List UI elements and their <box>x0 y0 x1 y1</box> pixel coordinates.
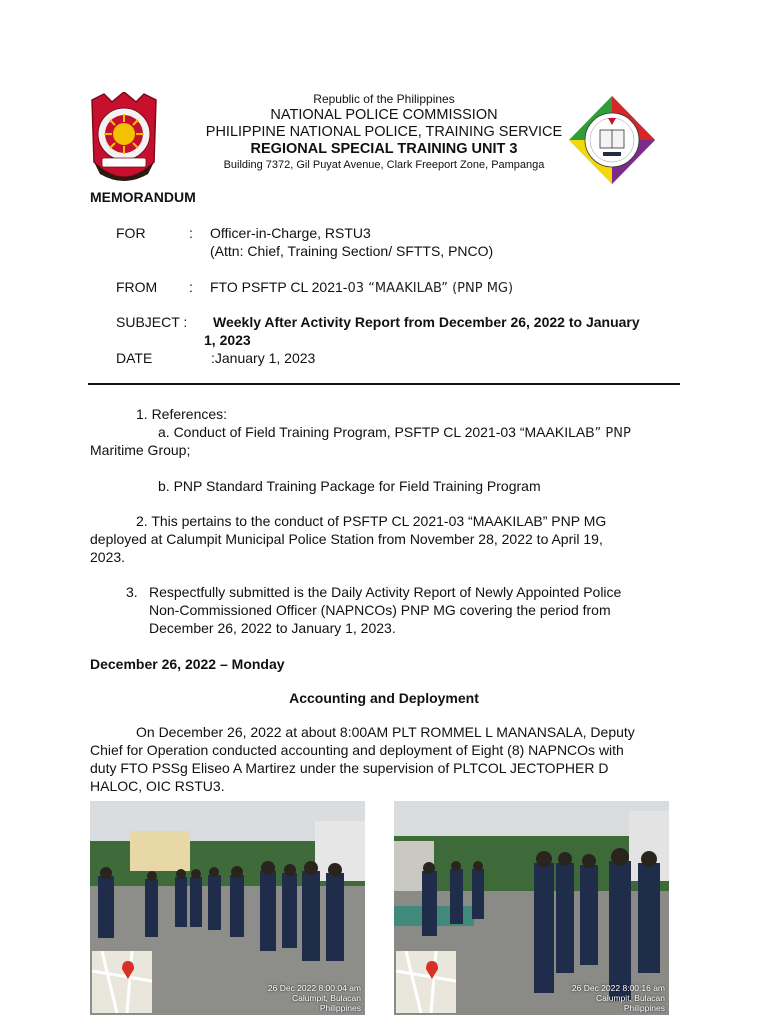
memorandum-title: MEMORANDUM <box>90 189 196 205</box>
day-heading: December 26, 2022 – Monday <box>90 656 285 672</box>
for-colon: : <box>189 225 193 241</box>
reference-a-line2: Maritime Group; <box>90 442 191 458</box>
section-heading: Accounting and Deployment <box>289 690 479 706</box>
para3-line1: Respectfully submitted is the Daily Activity Report of Newly Appointed Police <box>149 584 622 600</box>
subject-line-2: 1, 2023 <box>204 332 251 348</box>
from-value-part2: 03 “MAAKILAB” (PNP MG) <box>347 281 514 296</box>
service-line: PHILIPPINE NATIONAL POLICE, TRAINING SERVICE <box>205 124 563 140</box>
subject-line-1: Weekly After Activity Report from December 26, 2022 to January <box>213 314 640 330</box>
rstu3-emblem-logo <box>567 94 657 186</box>
reference-b: b. PNP Standard Training Package for Field Training Program <box>158 478 541 494</box>
from-colon: : <box>189 279 193 295</box>
references-heading: 1. References: <box>136 406 228 422</box>
photo-1-country: Philippines <box>319 1003 361 1013</box>
photo-2-stamp <box>572 983 665 1013</box>
photo-1-place: Calumpit, Bulacan <box>292 993 361 1003</box>
location-map-thumbnail <box>92 951 152 1013</box>
photo-1-time: 26 Dec 2022 8:00:04 am <box>267 983 361 993</box>
date-value: :January 1, 2023 <box>211 350 316 366</box>
para4-line4: HALOC, OIC RSTU3. <box>90 778 225 794</box>
para2-line1 <box>136 512 606 531</box>
para3-number: 3. <box>126 584 138 600</box>
ref-a-text-1: a. Conduct of Field Training Program, PSFTP CL 2021-03 “ <box>158 424 525 440</box>
letterhead <box>170 92 598 172</box>
for-attn: (Attn: Chief, Training Section/ SFTTS, PNCO) <box>210 243 494 259</box>
unit-line: REGIONAL SPECIAL TRAINING UNIT 3 <box>250 141 518 157</box>
para2-line2: deployed at Calumpit Municipal Police Station from November 28, 2022 to April 19, <box>90 531 603 547</box>
photo-2-time: 26 Dec 2022 8:00:16 am <box>571 983 665 993</box>
date-label: DATE <box>116 350 153 366</box>
para3-line2: Non-Commissioned Officer (NAPNCOs) PNP MG covering the period from <box>149 602 611 618</box>
for-value: Officer-in-Charge, RSTU3 <box>210 225 371 241</box>
para4-line2: Chief for Operation conducted accounting and deployment of Eight (8) NAPNCOs with <box>90 742 624 758</box>
reference-a-line1 <box>158 423 631 444</box>
from-label: FROM <box>116 279 158 295</box>
photo-2-place: Calumpit, Bulacan <box>596 993 665 1003</box>
republic-line: Republic of the Philippines <box>313 92 455 106</box>
pnp-seal-logo <box>88 92 160 188</box>
para2-text-2: MAAKILAB <box>472 513 543 529</box>
ref-a-text-3: ” PNP <box>594 426 631 441</box>
from-value <box>210 278 513 298</box>
para4-line1: On December 26, 2022 at about 8:00AM PLT ROMMEL L MANANSALA, Deputy <box>136 724 635 740</box>
para2-text-3: ” PNP MG <box>542 513 607 529</box>
para4-line3: duty FTO PSSg Eliseo A Martirez under the supervision of PLTCOL JECTOPHER D <box>90 760 609 776</box>
para3-line3: December 26, 2022 to January 1, 2023. <box>149 620 396 636</box>
deployment-photo-1 <box>90 801 365 1015</box>
location-map-thumbnail <box>396 951 456 1013</box>
para2-text-1: 2. This pertains to the conduct of PSFTP CL 2021-03 “ <box>136 513 473 529</box>
deployment-photo-2 <box>394 801 669 1015</box>
commission-line: NATIONAL POLICE COMMISSION <box>270 107 498 123</box>
address-line: Building 7372, Gil Puyat Avenue, Clark Freeport Zone, Pampanga <box>223 159 545 171</box>
for-label: FOR <box>116 225 146 241</box>
header-divider <box>88 383 680 385</box>
para2-line3: 2023. <box>90 549 126 565</box>
ref-a-text-2: MAAKILAB <box>524 424 595 440</box>
subject-label: SUBJECT : <box>116 314 188 330</box>
photo-2-country: Philippines <box>623 1003 665 1013</box>
photo-1-stamp <box>268 983 361 1013</box>
from-value-part1: FTO PSFTP CL 2021- <box>210 279 348 295</box>
